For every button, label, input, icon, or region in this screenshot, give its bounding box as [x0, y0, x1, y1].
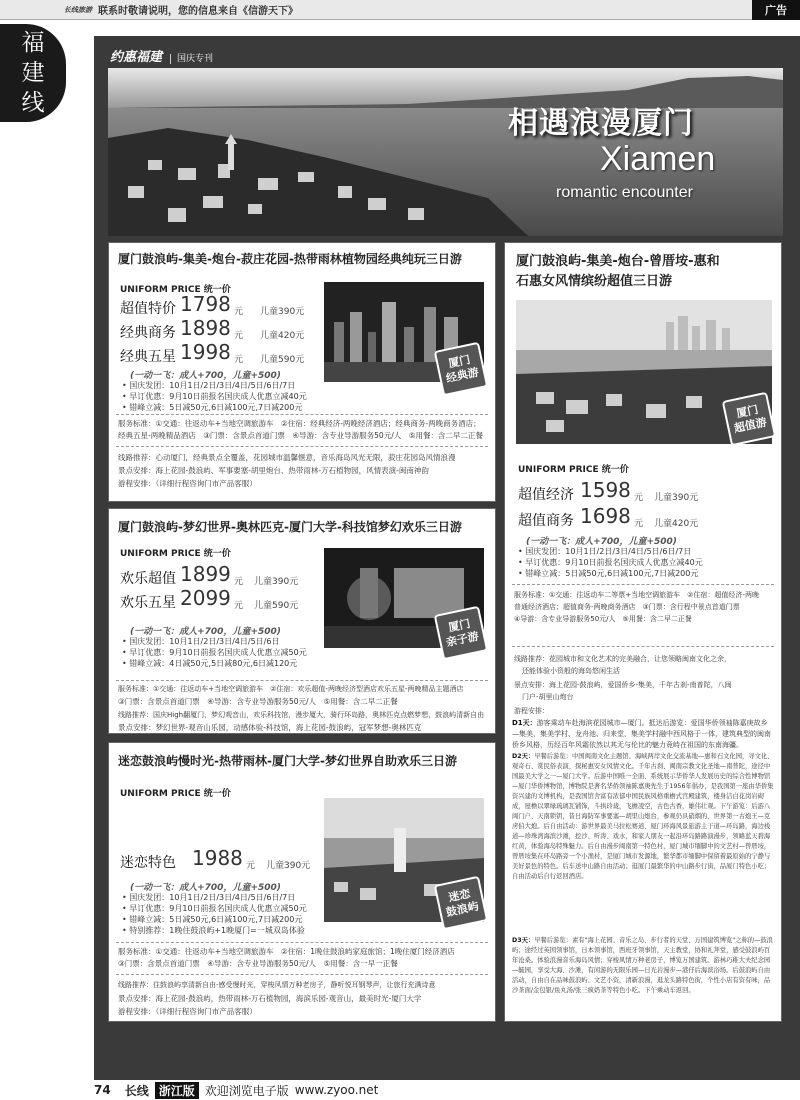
side-char: 福: [21, 30, 45, 56]
schedule-note: 游程安排：（详细行程咨询门市产品客服）: [118, 1007, 257, 1016]
attractions: 景点安排：梦幻世界-观音山乐园，动感体验-科技馆，海上花园-鼓浪屿，冠军梦想-奥林匹克: [118, 723, 422, 732]
section-subtitle: 国庆专刊: [170, 54, 213, 64]
off-peak-info: • 错峰立减：4日减50元,5日减80元,6日减120元: [122, 659, 298, 668]
itinerary-day2: [512, 752, 774, 882]
attractions: 景点安排：海上花园-鼓浪屿，爱国侨乡-集美，千年古刹-南普陀，八闽: [514, 681, 732, 689]
price-label: 超值特价: [120, 301, 176, 317]
price-label: 欢乐超值: [120, 571, 176, 587]
attractions: 景点安排：海上花园-鼓浪屿，热带雨林-万石植物园，海滨乐园-观音山，最美时光-厦门大学: [118, 994, 422, 1003]
schedule-note: 游程安排：（详细行程咨询门市产品客服）: [118, 479, 257, 488]
schedule-heading: 游程安排：: [514, 707, 549, 715]
badge-text: 厦门: [447, 353, 472, 371]
child-price: 儿童590元: [254, 601, 299, 611]
badge-text: 迷恋: [447, 887, 472, 905]
badge-text: 厦门: [447, 617, 472, 635]
departure-info: • 国庆发团：10月1日/2日/3日/4日/5日/6日: [122, 637, 280, 646]
trip-title: 迷恋鼓浪屿慢时光-热带雨林-厦门大学-梦幻世界自助欢乐三日游: [118, 754, 457, 768]
page-footer: [0, 1080, 800, 1100]
special-recommendation: • 特别推荐：1晚住鼓浪屿+1晚厦门=一城双岛体验: [122, 926, 305, 935]
service-standard: 服务标准：①交通：往返动车二等票+当地空调旅游车 ②住宿：超值经济-两晚: [514, 591, 759, 599]
banner-tagline: romantic encounter: [556, 184, 693, 201]
price-unit: 元: [234, 577, 244, 587]
ad-label: 广告: [752, 0, 800, 20]
child-price: 儿童420元: [260, 331, 305, 341]
publisher-logo: 长线旅游: [64, 5, 92, 14]
route-recommendation: 线路推荐：住鼓浪屿享清新自由-感受慢时光，穿梭风情万种老房子，静听悦耳钢琴声，让旅行充满诗意: [118, 981, 436, 989]
price-label: 欢乐五星: [120, 595, 176, 611]
price-label: 迷恋特色: [120, 855, 176, 871]
side-char: 建: [21, 60, 45, 86]
price-unit: 元: [634, 519, 644, 529]
gulangyu-badge: [434, 876, 489, 931]
divider: [116, 680, 488, 681]
divider: [512, 584, 774, 585]
day-text: 早餐后游览：素有"海上花园、音乐之岛、步行者的天堂、万国建筑博览"之称的—鼓浪屿；途经过英国领事馆，日本领事馆，西班牙领事馆，天主教堂，协和礼拜堂，感受鼓浪屿百年沧桑。体验浪漫音乐海岛风情；穿梭风情万种老房子，博览万国建筑。游林巧稚大夫纪念园—毓园，享受大海、沙滩，有闲游的无限乐园—日光岩漫步—港仔后海滨浴场。后鼓浪屿自由活动，自由自在品味鼓浪屿、文艺小资，清新浪漫，逛龙头路特色街，个性小店有资有味，品沙茶面/金包银/鱼丸汤/张三疯奶茶等特色小吃。下午乘动车返回。: [512, 937, 773, 994]
price-label: 超值商务: [518, 513, 574, 529]
price-value: 1988: [192, 846, 243, 870]
service-standard: 服务标准：①交通：往返动车+当地空调旅游车 ②住宿：欢乐超值-两晚经济型酒店欢乐五星-两晚精品主题酒店: [118, 685, 464, 693]
price-value: 1798: [180, 292, 231, 316]
section-title: 约惠福建: [110, 50, 163, 65]
uniform-price-label: UNIFORM PRICE 统一价: [120, 285, 231, 295]
early-booking-info: • 早订优惠：9月10日前报名国庆成人优惠立减50元: [122, 904, 307, 913]
section-header: [110, 46, 213, 65]
page-number: 74: [94, 1083, 111, 1097]
child-price: 儿童390元: [254, 577, 299, 587]
region-side-tab: [0, 24, 66, 122]
service-standard: 服务标准：①交通：往返动车+当地空调旅游车 ②住宿：1晚住鼓浪屿家庭旅馆；1晚住厦门经济酒店: [118, 947, 455, 956]
child-price: 儿童390元: [654, 493, 699, 503]
child-price: 儿童390元: [266, 861, 311, 871]
price-unit: 元: [634, 493, 644, 503]
price-value: 1998: [180, 340, 231, 364]
route-recommendation-cont: 还能体验小资般的海岛悠闲生活: [522, 667, 620, 675]
badge-text: 鼓浪屿: [444, 899, 480, 920]
badge-text: 亲子游: [444, 629, 480, 650]
price-value: 1598: [580, 478, 631, 502]
day-text: 早餐后游览：中国闽南文化主题馆、海峡两岸文化交流基地—惠和石文化园，寻文化、观奇石、赏民俗表演、探秘惠安女风情文化。千年古刹、闽南宗教文化圣地—南普陀，途径中国最美大学之一—厦门大学。后游中国唯一全面、系统展示华侨华人发展历史的综合性博物馆—厦门华侨博物馆，博物院是著名华侨领袖陈嘉庚先生于1956年倡办，是我国第一座由华侨集资兴建的文博机构，是我国馆舍富有浓郁中国民族风格重檐式宫殿建筑，楼身洁白花岗岩砌成，屋檐以翠绿琉璃瓦铺饰，斗拱玲珑，飞檐凌空，古色古香，雄伟壮观。下午游览：后游八闽门户、天南锁钥，昔日海防军事要塞—胡里山炮台，参观仍具硝烟的，世界第一古炮王—克虏伯大炮。后自由活动：游世界最美马拉松赛道、厦门环海风景旅游主干道—环岛路，海边栈道—珍珠湾海滨沙滩，挖沙、听涛、戏水，和家人朋友一起沿环岛路路演漫步，领略蓝天碧海红黄，体验海岛特殊魅力。后自由漫步闽南第一特色村，厦门城市缅脚中的文艺村—曾厝垵，曾厝垵集在环岛路旁一个小渔村，是厦门城市发源地，繁华都市缅脚中保留着最原始的宁静与美好景色的特色。后车送中山路自由活动；逛厦门最繁华的中山路步行街，品厦门特色小吃；自由活动后自行返回酒店。: [512, 753, 774, 880]
off-peak-info: • 错峰立减：5日减50元,6日减100元,7日减200元: [122, 915, 303, 924]
publication-name: 长线: [124, 1083, 149, 1098]
attractions: 景点安排：海上花园-鼓浪屿、军事要塞-胡里炮台、热带雨林-万石植物园，风情表演-闽南神韵: [118, 466, 429, 475]
child-price: 儿童420元: [654, 519, 699, 529]
service-standard: ④导游：含专业导游服务50元/人 ⑤用餐：含二早二正餐: [514, 615, 692, 623]
early-booking-info: • 早订优惠：9月10日前报名国庆成人优惠立减40元: [518, 558, 703, 567]
banner-title-cn: 相遇浪漫厦门: [508, 106, 694, 141]
price-value: 1698: [580, 504, 631, 528]
uniform-price-label: UNIFORM PRICE 统一价: [518, 465, 629, 475]
departure-info: • 国庆发团：10月1日/2日/3日/4日/5日/6日/7日: [122, 381, 296, 390]
itinerary-day1: [512, 718, 774, 751]
price-label: 经典商务: [120, 325, 176, 341]
price-unit: 元: [234, 307, 244, 317]
trip-title: 厦门鼓浪屿-梦幻世界-奥林匹克-厦门大学-科技馆梦幻欢乐三日游: [118, 520, 462, 534]
off-peak-info: • 错峰立减：5日减50元,6日减100元,7日减200元: [518, 569, 699, 578]
top-bar: [0, 0, 800, 20]
classic-tour-badge: [434, 342, 489, 397]
child-price: 儿童390元: [260, 307, 305, 317]
website-link[interactable]: www.zyoo.net: [294, 1083, 379, 1097]
route-recommendation: 线路推荐：国庆High翻厦门，梦幻观音山，欢乐科技馆，漫步厦大，骑行环岛路，奥林匹克点燃梦想，鼓浪屿清新自由: [118, 711, 485, 719]
price-unit: 元: [234, 355, 244, 365]
divider: [116, 446, 488, 447]
uniform-price-label: UNIFORM PRICE 统一价: [120, 789, 231, 799]
service-standard: 服务标准：①交通：往返动车+当地空调旅游车 ②住宿：经典经济-两晚经济酒店；经典商务-两晚商务酒店；: [118, 419, 481, 428]
price-unit: 元: [234, 601, 244, 611]
day-label: D3天：: [512, 937, 535, 944]
day-label: D1天：: [512, 719, 537, 727]
itinerary-day3: [512, 936, 774, 996]
price-label: 经典五星: [120, 349, 176, 365]
service-standard: ③门票：含景点首道门票 ④导游：含专业导游服务50元/人 ⑤用餐：含一早一正餐: [118, 959, 398, 968]
badge-text: 超值游: [732, 415, 768, 436]
side-char: 线: [21, 90, 45, 116]
price-unit: 元: [234, 331, 244, 341]
footer-text: 欢迎浏览电子版: [204, 1083, 289, 1098]
off-peak-info: • 错峰立减：5日减50元,6日减100元,7日减200元: [122, 403, 303, 412]
divider: [116, 942, 488, 943]
day-text: 游客乘动车赴海滨花园城市—厦门。抵达后游览：爱国华侨领袖陈嘉庚故乡—集美，集美学村、龙舟池、归来堂，集美学村融中西风格于一体，建筑典型的闽南侨乡风格，历经百年风霜依然以其无与伦比的魅力竟峙在祖国的东南海疆。: [512, 719, 771, 749]
flight-promo: (一动一飞：成人+700，儿童+500): [130, 371, 281, 381]
badge-text: 厦门: [735, 403, 760, 421]
day-label: D2天：: [512, 753, 535, 760]
flight-promo: (一动一飞：成人+700，儿童+500): [526, 537, 677, 547]
attractions-cont: 门户-胡里山炮台: [522, 693, 574, 701]
price-unit: 元: [246, 861, 256, 871]
banner-title-en: Xiamen: [600, 140, 716, 178]
price-label: 超值经济: [518, 487, 574, 503]
divider: [512, 646, 774, 647]
child-price: 儿童590元: [260, 355, 305, 365]
price-value: 1898: [180, 316, 231, 340]
trip-title-line2: 石惠女风情缤纷超值三日游: [516, 274, 673, 289]
route-recommendation: 线路推荐：花园城市和文化艺术的完美融合，让您领略闽南文化之余，: [514, 655, 731, 663]
divider: [116, 414, 488, 415]
value-tour-badge: [722, 392, 777, 447]
early-booking-info: • 早订优惠：9月10日前报名国庆成人优惠立减40元: [122, 392, 307, 401]
service-standard: 普通经济酒店；超值商务-两晚商务酒店 ③门票：含行程中景点首道门票: [514, 603, 740, 611]
departure-info: • 国庆发团：10月1日/2日/3日/4日/5日/6日/7日: [518, 547, 692, 556]
contact-message: 联系时敬请说明，您的信息来自《信游天下》: [98, 6, 298, 17]
divider: [116, 974, 488, 975]
uniform-price-label: UNIFORM PRICE 统一价: [120, 549, 231, 559]
badge-text: 经典游: [444, 365, 480, 386]
trip-title-line1: 厦门鼓浪屿-集美-炮台-曾厝垵-惠和: [516, 254, 720, 269]
departure-info: • 国庆发团：10月1日/2日/3日/4日/5日/6日/7日: [122, 893, 296, 902]
price-value: 2099: [180, 586, 231, 610]
early-booking-info: • 早订优惠：9月10日前报名国庆成人优惠立减50元: [122, 648, 307, 657]
price-value: 1899: [180, 562, 231, 586]
service-standard: ③门票：含景点首道门票 ④导游：含专业导游服务50元/人 ⑤用餐：含二早二正餐: [118, 697, 398, 706]
edition-badge: 浙江版: [155, 1082, 199, 1099]
family-tour-badge: [434, 606, 489, 661]
flight-promo: (一动一飞：成人+700，儿童+500): [130, 883, 281, 893]
flight-promo: (一动一飞：成人+700，儿童+500): [130, 627, 281, 637]
trip-title: 厦门鼓浪屿-集美-炮台-菽庄花园-热带雨林植物园经典纯玩三日游: [118, 252, 462, 266]
route-recommendation: 线路推荐：心动厦门，经典景点全覆盖，花园城市温馨惬意，音乐海岛风光无限，菽庄花园岛风情浪漫: [118, 453, 456, 462]
service-standard: 经典五星-两晚精品酒店 ③门票：含景点首道门票 ④导游：含专业导游服务50元/人 ⑤用餐：含二早二正餐: [118, 431, 483, 440]
